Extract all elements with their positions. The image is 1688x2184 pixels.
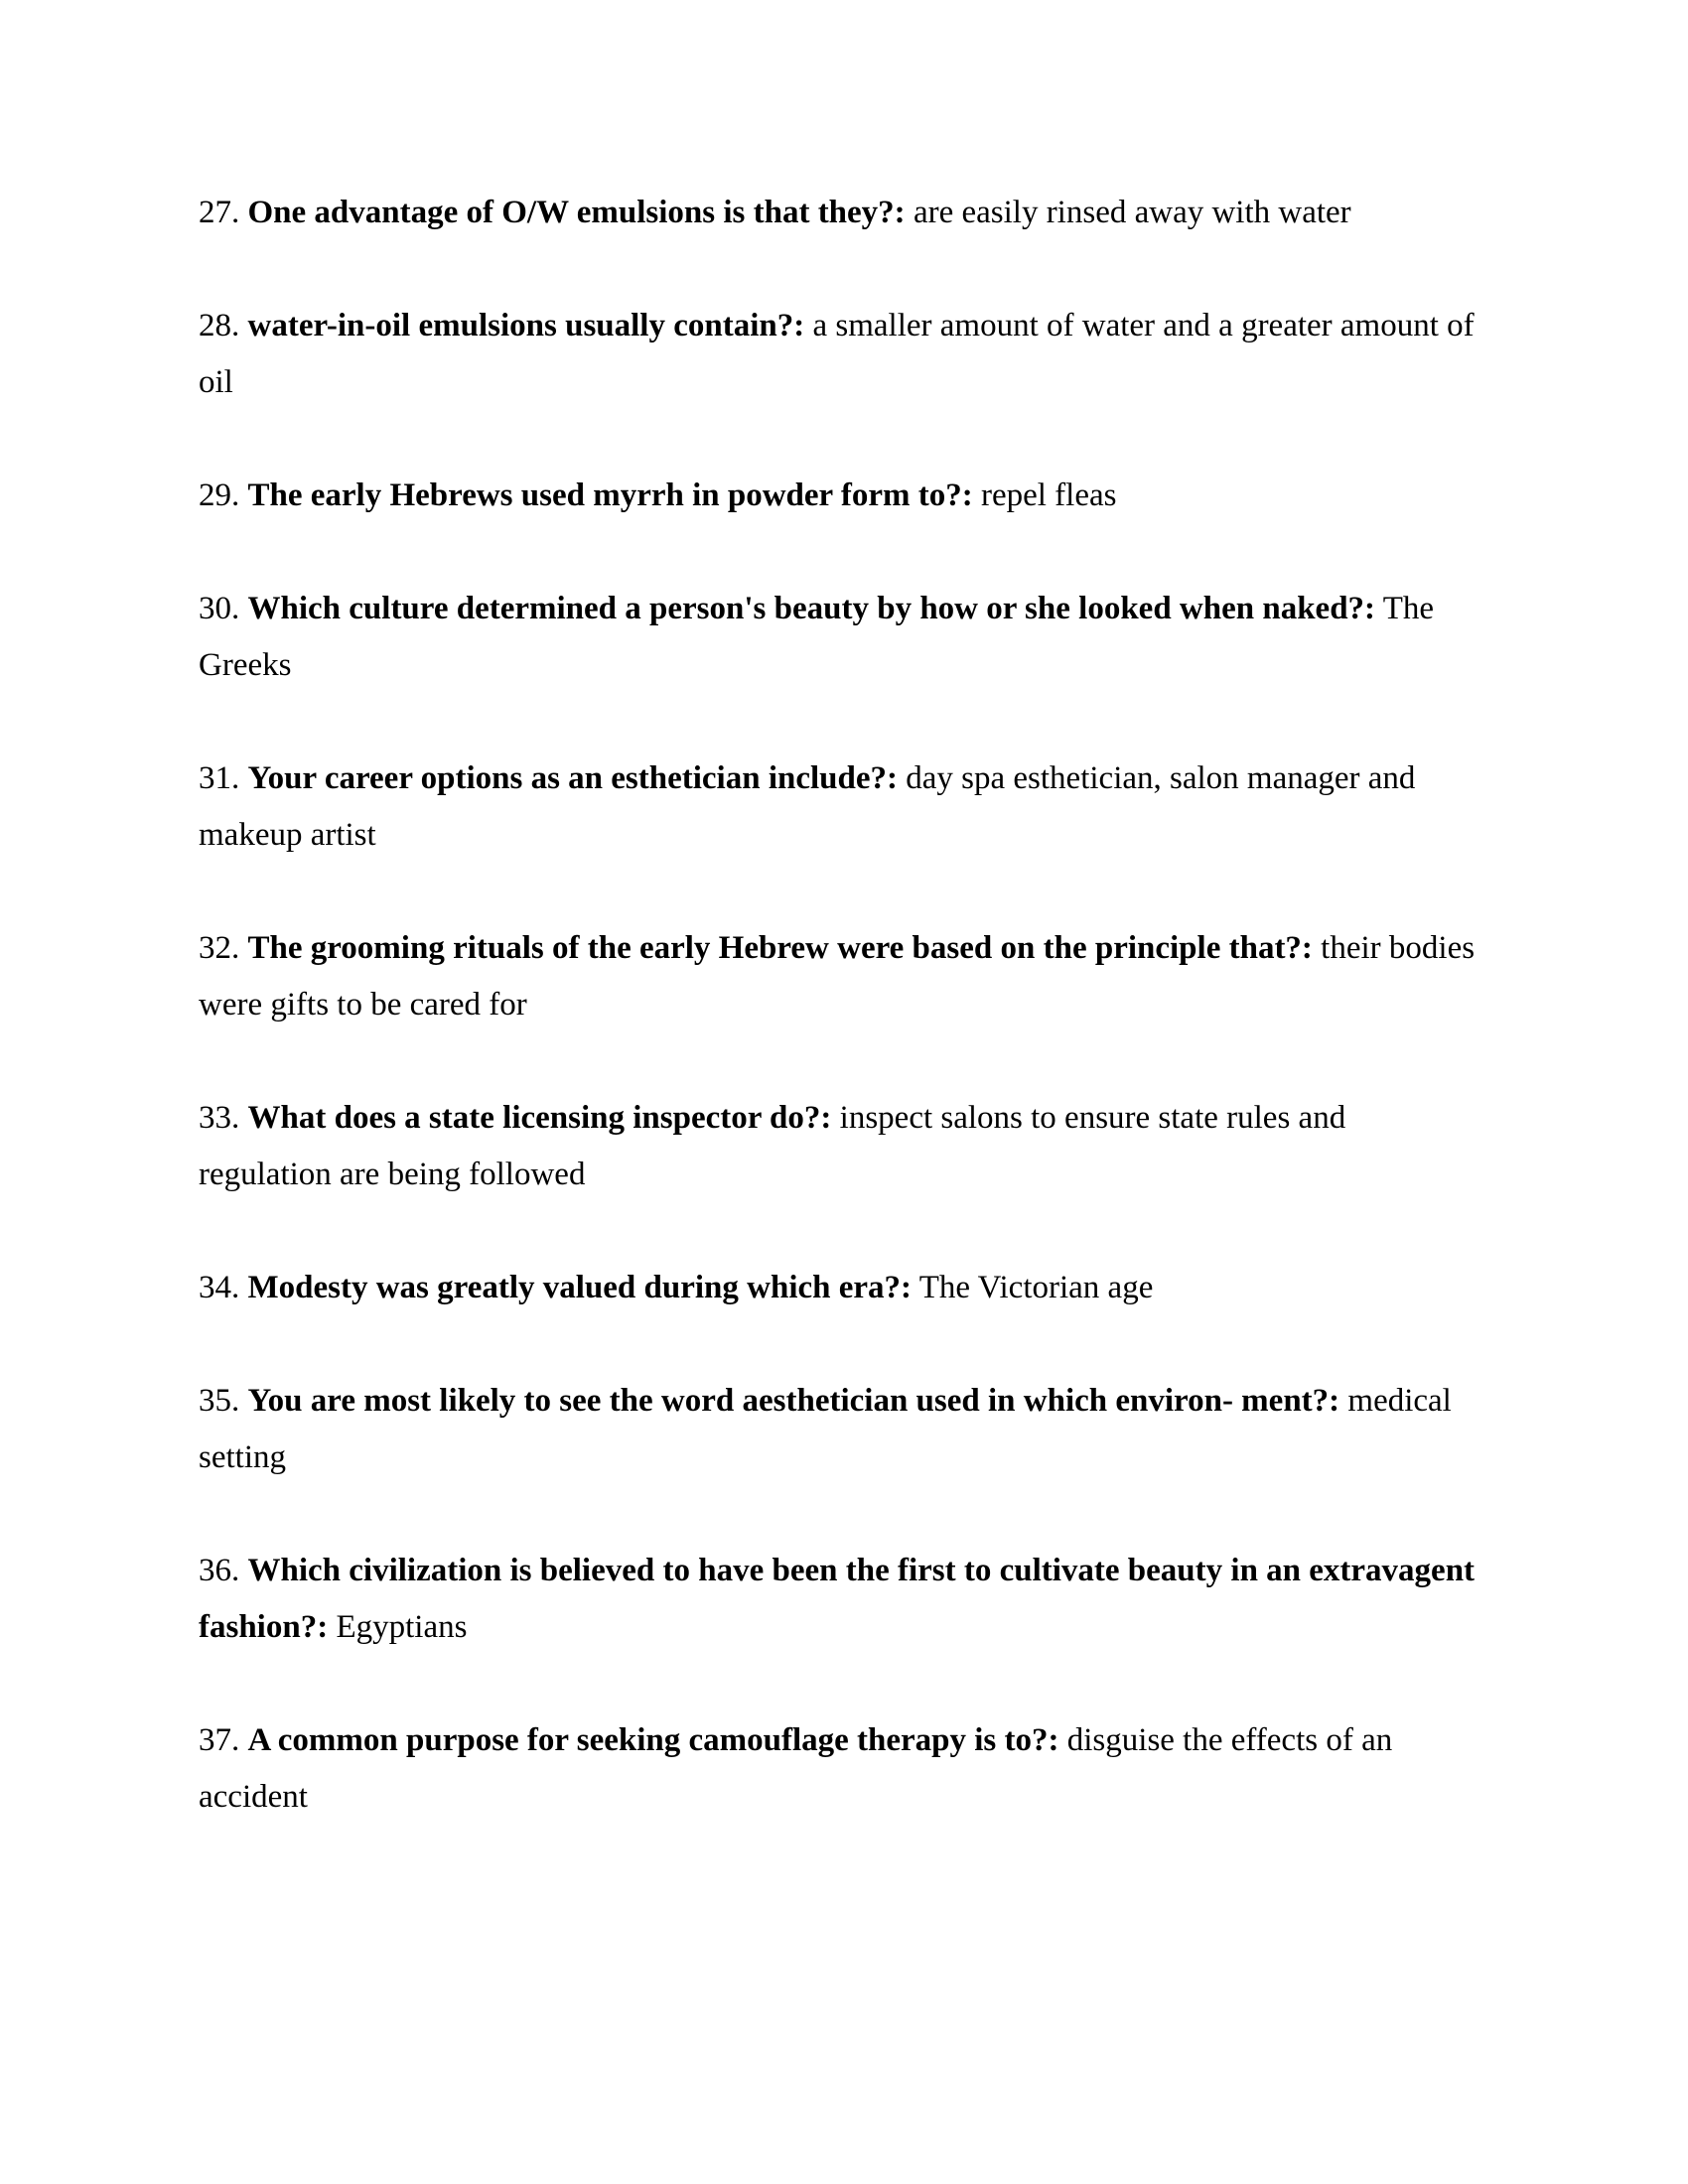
item-number: 31. bbox=[199, 760, 240, 796]
qa-item-35 bbox=[199, 1373, 1499, 1486]
answer-text-continued: setting bbox=[199, 1439, 286, 1475]
qa-item-34 bbox=[199, 1260, 1499, 1316]
item-number: 27. bbox=[199, 195, 240, 230]
item-number: 35. bbox=[199, 1383, 240, 1419]
qa-item-31 bbox=[199, 751, 1499, 864]
answer-text-continued: makeup artist bbox=[199, 817, 376, 853]
item-number: 29. bbox=[199, 478, 240, 513]
question-text: The grooming rituals of the early Hebrew were based on the principle that?: bbox=[247, 930, 1313, 966]
qa-line bbox=[199, 637, 1499, 694]
qa-item-28 bbox=[199, 298, 1499, 411]
question-text: One advantage of O/W emulsions is that they?: bbox=[247, 195, 906, 230]
answer-text: The Victorian age bbox=[918, 1270, 1154, 1305]
qa-item-33 bbox=[199, 1090, 1499, 1203]
qa-line bbox=[199, 1599, 1499, 1656]
document-page bbox=[199, 185, 1499, 1882]
answer-text-continued: regulation are being followed bbox=[199, 1157, 586, 1192]
answer-text: repel fleas bbox=[980, 478, 1117, 513]
qa-line bbox=[199, 1090, 1499, 1147]
qa-line bbox=[199, 1543, 1499, 1599]
item-number: 33. bbox=[199, 1100, 240, 1136]
answer-text-continued: Greeks bbox=[199, 647, 292, 683]
answer-text: their bodies bbox=[1321, 930, 1476, 966]
answer-text-continued: were gifts to be cared for bbox=[199, 987, 527, 1023]
qa-line bbox=[199, 185, 1499, 241]
answer-text-continued: accident bbox=[199, 1779, 308, 1815]
qa-line bbox=[199, 977, 1499, 1033]
answer-text: inspect salons to ensure state rules and bbox=[839, 1100, 1346, 1136]
qa-item-37 bbox=[199, 1712, 1499, 1826]
qa-line bbox=[199, 1712, 1499, 1769]
qa-line bbox=[199, 751, 1499, 807]
item-number: 28. bbox=[199, 308, 240, 343]
question-text: Which civilization is believed to have been the first to cultivate beauty in an extravagent bbox=[247, 1553, 1476, 1588]
qa-line bbox=[199, 1373, 1499, 1430]
item-number: 34. bbox=[199, 1270, 240, 1305]
qa-item-30 bbox=[199, 581, 1499, 694]
qa-line bbox=[199, 1260, 1499, 1316]
qa-item-27 bbox=[199, 185, 1499, 241]
qa-line bbox=[199, 1147, 1499, 1203]
qa-line bbox=[199, 1430, 1499, 1486]
qa-line bbox=[199, 1769, 1499, 1826]
answer-text: are easily rinsed away with water bbox=[913, 195, 1351, 230]
item-number: 32. bbox=[199, 930, 240, 966]
item-number: 36. bbox=[199, 1553, 240, 1588]
question-text: Which culture determined a person's beauty by how or she looked when naked?: bbox=[247, 591, 1376, 626]
answer-text: The bbox=[1382, 591, 1435, 626]
question-text: water-in-oil emulsions usually contain?: bbox=[247, 308, 805, 343]
qa-item-36 bbox=[199, 1543, 1499, 1656]
question-text: What does a state licensing inspector do?: bbox=[247, 1100, 832, 1136]
answer-text: day spa esthetician, salon manager and bbox=[906, 760, 1416, 796]
question-text: A common purpose for seeking camouflage therapy is to?: bbox=[247, 1722, 1059, 1758]
answer-text: a smaller amount of water and a greater amount of bbox=[812, 308, 1475, 343]
qa-line bbox=[199, 920, 1499, 977]
question-text: Modesty was greatly valued during which era?: bbox=[247, 1270, 913, 1305]
question-text: The early Hebrews used myrrh in powder form to?: bbox=[247, 478, 973, 513]
question-text-continued: fashion?: bbox=[199, 1609, 329, 1645]
qa-line bbox=[199, 581, 1499, 637]
qa-item-29 bbox=[199, 468, 1499, 524]
answer-text: medical bbox=[1347, 1383, 1452, 1419]
qa-line bbox=[199, 468, 1499, 524]
answer-text: disguise the effects of an bbox=[1066, 1722, 1393, 1758]
question-text: You are most likely to see the word aesthetician used in which environ- ment?: bbox=[247, 1383, 1340, 1419]
qa-line bbox=[199, 298, 1499, 354]
question-text: Your career options as an esthetician include?: bbox=[247, 760, 899, 796]
answer-text-continued: oil bbox=[199, 364, 233, 400]
qa-item-32 bbox=[199, 920, 1499, 1033]
qa-line bbox=[199, 807, 1499, 864]
answer-text: Egyptians bbox=[336, 1609, 468, 1645]
item-number: 37. bbox=[199, 1722, 240, 1758]
item-number: 30. bbox=[199, 591, 240, 626]
qa-line bbox=[199, 354, 1499, 411]
